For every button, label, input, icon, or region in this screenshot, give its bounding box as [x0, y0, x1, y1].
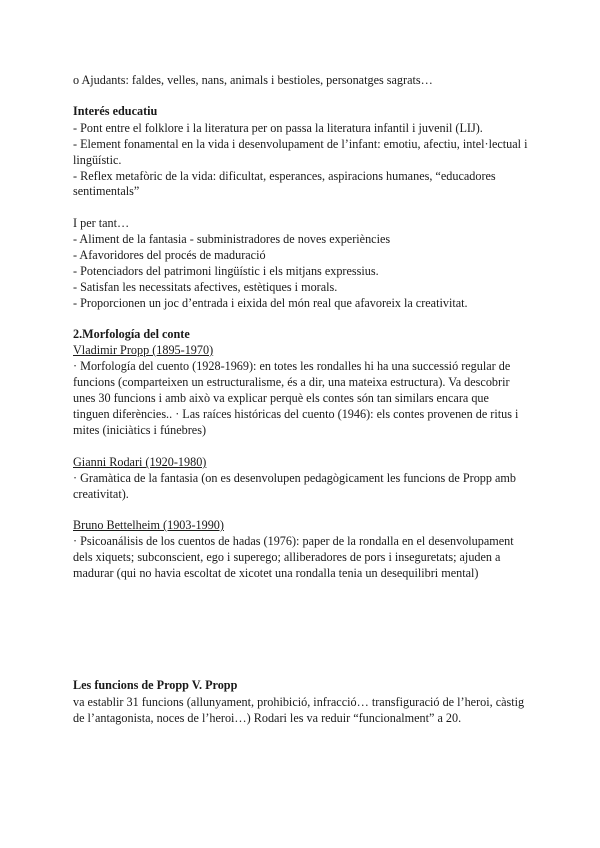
funcions-line: de l’antagonista, noces de l’heroi…) Rodari les va reduir “funcionalment” a 20.	[73, 711, 462, 725]
per-tant-line: - Proporcionen un joc d’entrada i eixida del món real que afavoreix la creativitat.	[73, 296, 468, 310]
funcions-line: va establir 31 funcions (allunyament, prohibició, infracció… transfiguració de l’heroi, càstig	[73, 695, 525, 709]
interes-line: - Pont entre el folklore i la literatura per on passa la literatura infantil i juvenil (LIJ).	[73, 121, 483, 135]
interes-line: - Reflex metafòric de la vida: dificultat, esperances, aspiracions humanes, “educadores	[73, 169, 496, 183]
rodari-line: creativitat).	[73, 487, 129, 501]
rodari-line: · Gramàtica de la fantasia (on es desenvolupen pedagògicament les funcions de Propp amb	[73, 471, 516, 485]
propp-line: unes 30 funcions i amb això va explicar perquè els contes són tan similars encara que	[73, 391, 489, 405]
per-tant-line: - Potenciadors del patrimoni lingüístic i els mitjans expressius.	[73, 264, 379, 278]
propp-line: · Morfología del cuento (1928-1969): en totes les rondalles hi ha una successió regular de	[73, 359, 511, 373]
interes-line: - Element fonamental en la vida i desenvolupament de l’infant: emotiu, afectiu, intel·lectual i	[73, 137, 528, 151]
interes-heading: Interés educatiu	[73, 104, 158, 118]
bettelheim-line: madurar (qui no havia escoltat de xicotet una rondalla tenia un desequilibri mental)	[73, 566, 479, 580]
per-tant-line: - Afavoridores del procés de maduració	[73, 248, 266, 262]
funcions-heading: Les funcions de Propp V. Propp	[73, 678, 238, 692]
bettelheim-name: Bruno Bettelheim (1903-1990)	[73, 518, 224, 532]
propp-name: Vladimir Propp (1895-1970)	[73, 343, 214, 357]
ajudants-line: o Ajudants: faldes, velles, nans, animals i bestioles, personatges sagrats…	[73, 73, 433, 87]
propp-line: mites (iniciàtics i fúnebres)	[73, 423, 207, 437]
per-tant-line: - Aliment de la fantasia - subministradores de noves experiències	[73, 232, 391, 246]
interes-line: sentimentals”	[73, 184, 140, 198]
morfologia-heading: 2.Morfología del conte	[73, 327, 190, 341]
per-tant-line: - Satisfan les necessitats afectives, estètiques i morals.	[73, 280, 338, 294]
per-tant-intro: I per tant…	[73, 216, 130, 230]
propp-line: tinguen diferències.. · Las raíces históricas del cuento (1946): els contes provenen de ritus i	[73, 407, 519, 421]
bettelheim-line: · Psicoanálisis de los cuentos de hadas (1976): paper de la rondalla en el desenvolupament	[73, 534, 514, 548]
rodari-name: Gianni Rodari (1920-1980)	[73, 455, 207, 469]
propp-line: funcions (comparteixen un estructuralisme, és a dir, una mateixa estructura). Va descobrir	[73, 375, 510, 389]
interes-line: lingüístic.	[73, 153, 122, 167]
bettelheim-line: dels xiquets; subconscient, ego i superego; alliberadores de pors i inseguretats; ajuden a	[73, 550, 501, 564]
